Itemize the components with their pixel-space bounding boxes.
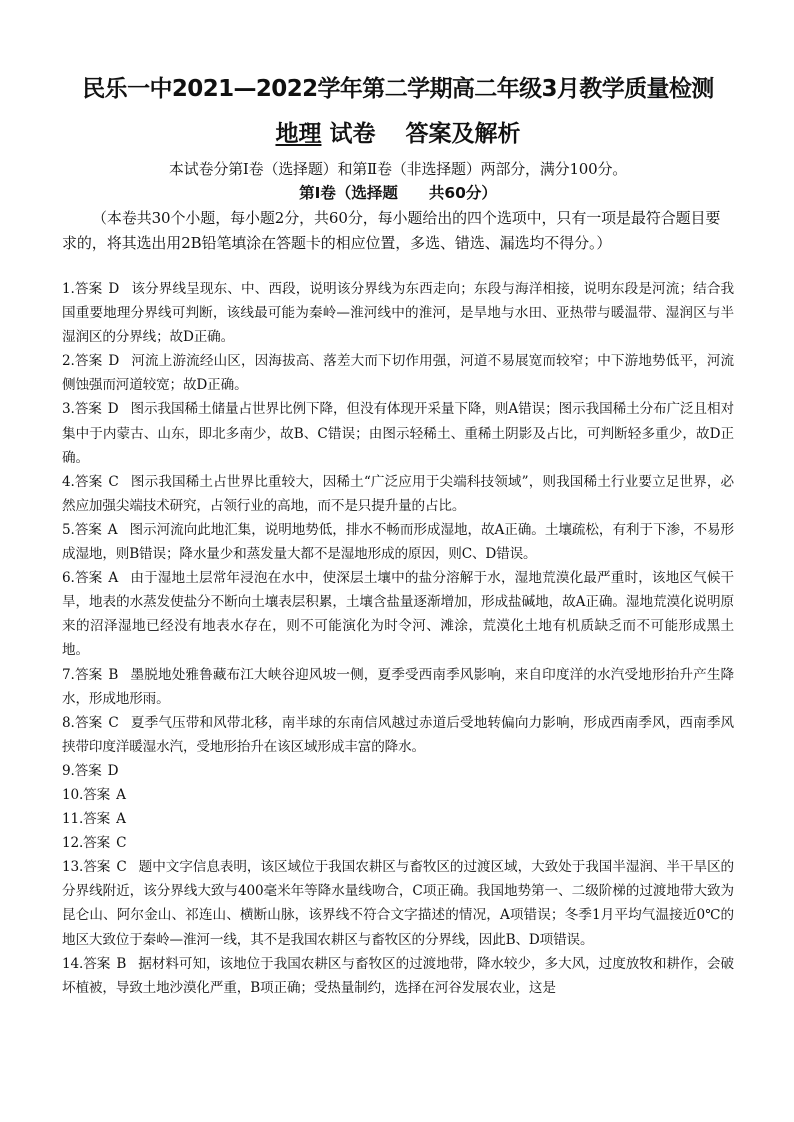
answer-choice: D	[107, 401, 119, 418]
answer-item	[62, 277, 734, 349]
answer-item	[62, 397, 734, 469]
answer-label-text: 答案	[83, 811, 111, 828]
answer-label-text: 答案	[83, 835, 111, 852]
answer-number: 4.	[62, 473, 75, 490]
document-page	[62, 74, 734, 1000]
answer-item	[62, 759, 734, 783]
answer-explanation: 据材料可知，该地位于我国农耕区与畜牧区的过渡地带，降水较少，多大风，过度放牧和耕作，会破坏植被，导致土地沙漠化严重，B项正确；受热量制约，选择在河谷发展农业，这是	[62, 955, 734, 996]
answer-label-text: 答案	[83, 955, 111, 972]
answer-number: 6.	[62, 570, 75, 587]
answer-number: 10.	[62, 786, 84, 803]
answer-label-text: 答案	[74, 473, 103, 490]
answer-label-text: 答案	[83, 859, 111, 876]
answer-choice: A	[116, 786, 126, 803]
subject-name: 地理	[275, 121, 322, 147]
answer-number: 2.	[62, 353, 75, 370]
answer-label-text: 答案	[74, 762, 102, 779]
answer-explanation: 图示我国稀土占世界比重较大，因稀土“广泛应用于尖端科技领域”，则我国稀土行业要立足世界，必然应加强尖端技术研究，占领行业的高地，而不是只提升量的占比。	[62, 473, 734, 514]
answer-number: 14.	[62, 955, 84, 972]
answer-item	[62, 783, 734, 807]
document-title: 民乐一中2021—2022学年第二学期高二年级3月教学质量检测	[82, 76, 714, 102]
answer-choice: B	[108, 666, 119, 683]
answer-label-text: 答案	[74, 353, 103, 370]
answer-number: 8.	[62, 714, 75, 731]
answer-explanation: 墨脱地处雅鲁藏布江大峡谷迎风坡一侧，夏季受西南季风影响，来自印度洋的水汽受地形抬升产生降水，形成地形雨。	[62, 666, 735, 707]
answer-explanation: 图示河流向此地汇集，说明地势低，排水不畅而形成湿地，故A正确。土壤疏松，有利于下渗，不易形成湿地，则B错误；降水量少和蒸发量大都不是湿地形成的原因，则C、D错误。	[62, 521, 734, 563]
answer-item	[62, 470, 734, 518]
answer-explanation: 图示我国稀土储量占世界比例下降，但没有体现开采量下降，则A错误；图示我国稀土分布广泛且相对集中于内蒙古、山东，即北多南少，故B、C错误；由图示轻稀土、重稀土阴影及占比，可判断轻多重少，故D正确。	[62, 401, 734, 466]
answer-number: 9.	[62, 762, 75, 779]
answer-label-text: 答案	[74, 521, 102, 538]
answer-label-text: 答案	[74, 570, 103, 587]
answer-label-text: 答案	[74, 666, 103, 683]
answer-explanation: 该分界线呈现东、中、西段，说明该分界线为东西走向；东段与海洋相接，说明东段是河流；结合我国重要地理分界线可判断，该线最可能为秦岭—淮河线中的淮河，是旱地与水田、亚热带与暖温带、湿润区与半湿润区的分界线；故D正确。	[62, 281, 734, 346]
answer-list	[62, 277, 734, 1000]
answer-choice: A	[107, 521, 118, 538]
answer-label: 答案及解析	[405, 121, 521, 147]
answer-explanation: 题中文字信息表明，该区域位于我国农耕区与畜牧区的过渡区域，大致处于我国半湿润、半干旱区的分界线附近，该分界线大致与400毫米年等降水量线吻合，C项正确。我国地势第一、二级阶梯的过渡地带大致为昆仑山、阿尔金山、祁连山、横断山脉，该界线不符合文字描述的情况，A项错误；冬季1月平均气温接近0℃的地区大致位于秦岭—淮河一线，其不是我国农耕区与畜牧区的分界线，因此B、D项错误。	[62, 859, 734, 948]
answer-number: 11.	[62, 811, 84, 828]
answer-choice: B	[116, 955, 127, 972]
answer-number: 7.	[62, 666, 75, 683]
answer-explanation: 由于湿地土层常年浸泡在水中，使深层土壤中的盐分溶解于水，湿地荒漠化最严重时，该地区气候干旱，地表的水蒸发使盐分不断向土壤表层积累，土壤含盐量逐渐增加，形成盐碱地，故A正确。湿地荒漠化说明原来的沼泽湿地已经没有地表水存在，则不可能演化为时令河、滩涂，荒漠化土地有机质缺乏而不可能形成黑土地。	[62, 570, 734, 659]
answer-choice: A	[116, 811, 126, 828]
answer-item	[62, 855, 734, 951]
answer-choice: C	[116, 859, 127, 876]
answer-item	[62, 518, 734, 566]
paper-label: 试卷	[329, 121, 376, 147]
answer-choice: D	[108, 353, 120, 370]
answer-number: 1.	[62, 281, 75, 297]
answer-number: 12.	[62, 835, 84, 852]
answer-item	[62, 349, 734, 397]
answer-item	[62, 831, 734, 855]
document-subtitle	[62, 119, 734, 149]
answer-label-text: 答案	[74, 281, 103, 297]
answer-label-text: 答案	[74, 714, 103, 731]
section-instructions: （本卷共30个小题，每小题2分，共60分，每小题给出的四个选项中，只有一项是最符合题目要求的，将其选出用2B铅笔填涂在答题卡的相应位置，多选、错选、漏选均不得分。）	[62, 209, 721, 252]
answer-item	[62, 952, 734, 1000]
answer-item	[62, 807, 734, 831]
answer-choice: A	[108, 570, 119, 587]
answer-explanation: 夏季气压带和风带北移，南半球的东南信风越过赤道后受地转偏向力影响，形成西南季风，西南季风挟带印度洋暖湿水汽，受地形抬升在该区域形成丰富的降水。	[62, 714, 734, 755]
answer-item	[62, 566, 734, 662]
answer-explanation: 河流上游流经山区，因海拔高、落差大而下切作用强，河道不易展宽而较窄；中下游地势低平，河流侧蚀强而河道较宽；故D正确。	[62, 353, 734, 394]
answer-item	[62, 711, 734, 759]
answer-label-text: 答案	[83, 786, 111, 803]
answer-item	[62, 663, 734, 711]
answer-choice: C	[108, 473, 119, 490]
answer-number: 13.	[62, 859, 84, 876]
answer-choice: C	[116, 835, 127, 852]
answer-number: 5.	[62, 521, 75, 538]
answer-label-text: 答案	[74, 401, 102, 418]
answer-choice: D	[107, 762, 119, 779]
answer-choice: C	[108, 714, 119, 731]
paper-intro: 本试卷分第Ⅰ卷（选择题）和第Ⅱ卷（非选择题）两部分，满分100分。	[168, 160, 628, 178]
section-title: 第Ⅰ卷（选择题 共60分）	[299, 184, 497, 202]
answer-choice: D	[108, 281, 120, 297]
answer-number: 3.	[62, 401, 75, 418]
